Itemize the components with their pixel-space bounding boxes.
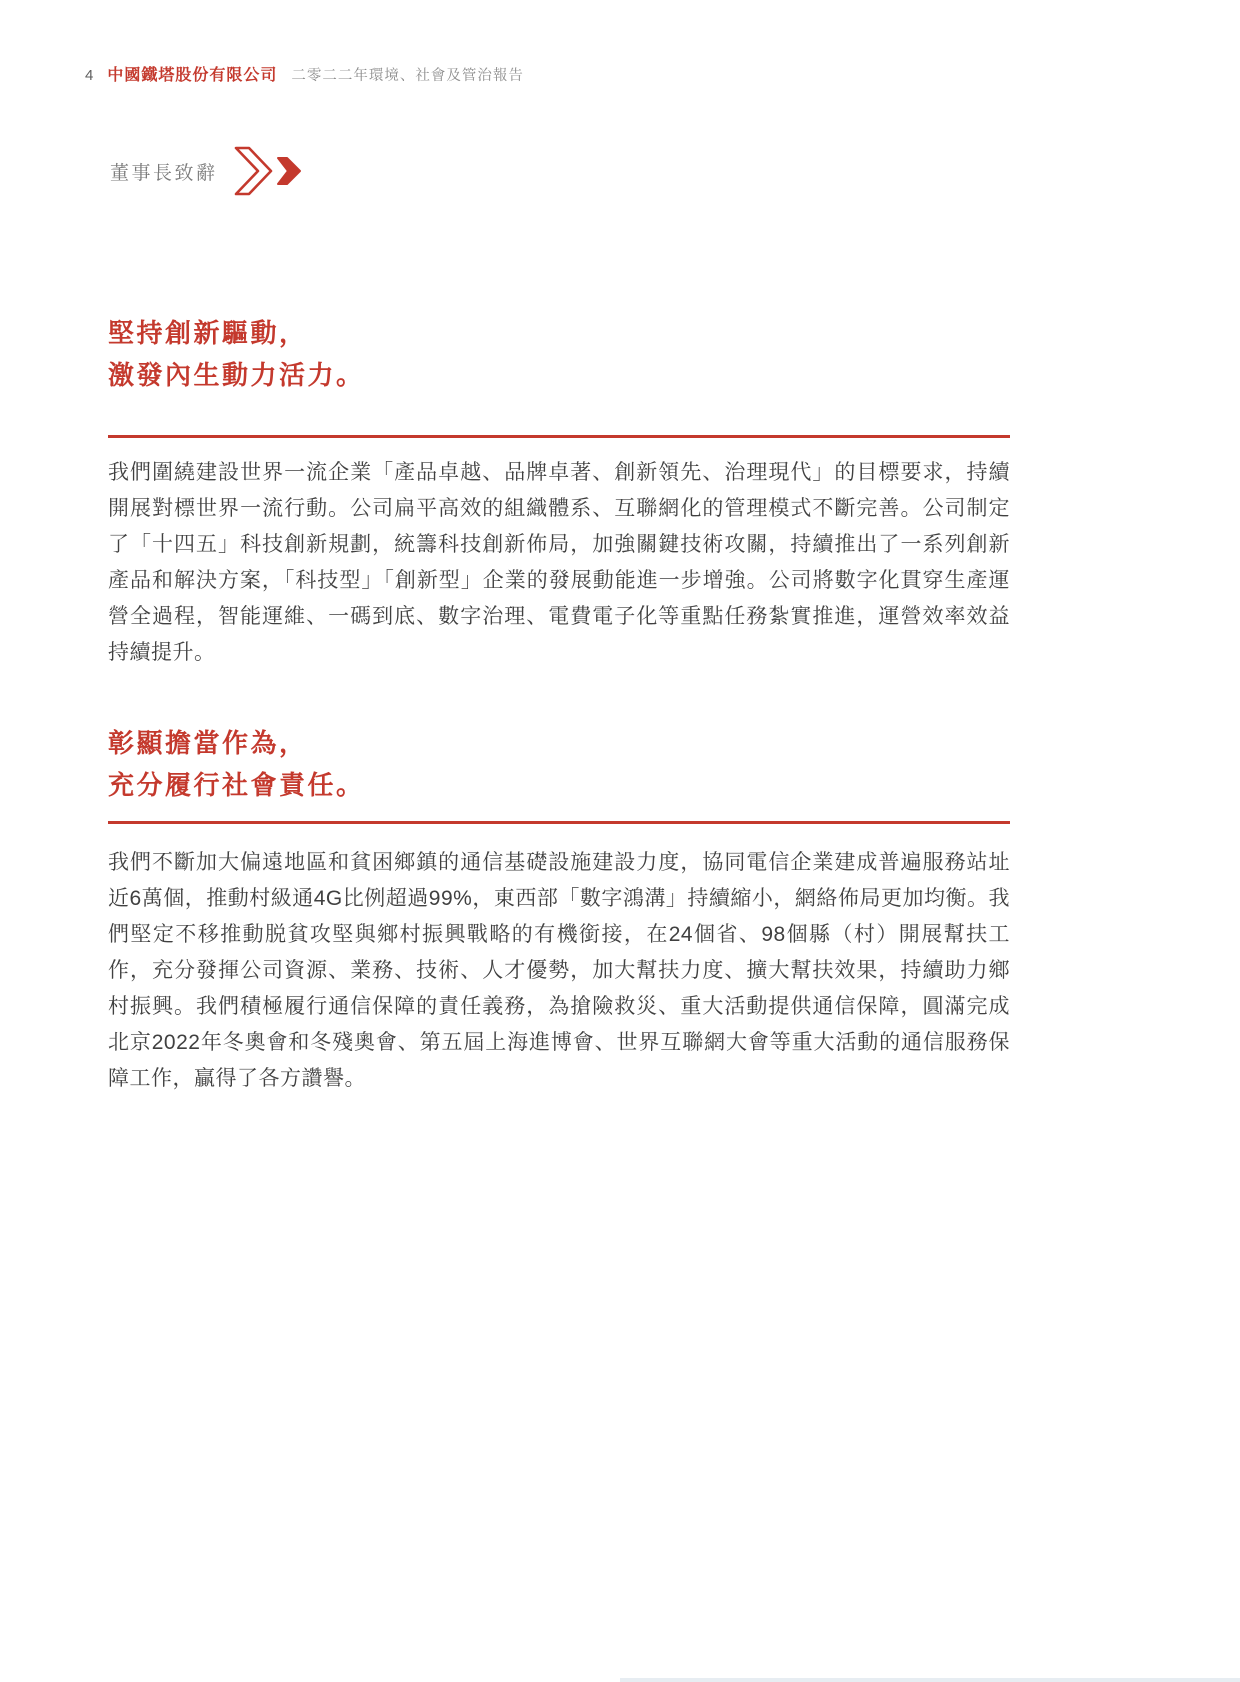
report-title: 二零二二年環境、社會及管治報告: [291, 68, 524, 84]
heading-line: 充分履行社會責任。: [108, 770, 365, 800]
double-chevron-right-icon: [234, 146, 306, 196]
running-header: [85, 62, 524, 85]
heading-line: 堅持創新驅動，: [108, 318, 308, 348]
heading-line: 激發內生動力活力。: [108, 360, 365, 390]
red-divider: [108, 435, 1010, 438]
company-name: 中國鐵塔股份有限公司: [107, 67, 278, 84]
section-heading-responsibility: [108, 722, 1010, 806]
section-heading-innovation: [108, 312, 1010, 396]
section-label-row: [110, 146, 306, 196]
section-body-responsibility: 我們不斷加大偏遠地區和貧困鄉鎮的通信基礎設施建設力度，協同電信企業建成普遍服務站址近6萬個，推動村級通4G比例超過99%，東西部「數字鴻溝」持續縮小，網絡佈局更加均衡。我們堅定不移推動脱貧攻堅與鄉村振興戰略的有機銜接，在24個省、98個縣（村）開展幫扶工作，充分發揮公司資源、業務、技術、人才優勢，加大幫扶力度、擴大幫扶效果，持續助力鄉村振興。我們積極履行通信保障的責任義務，為搶險救災、重大活動提供通信保障，圓滿完成北京2022年冬奧會和冬殘奧會、第五屆上海進博會、世界互聯網大會等重大活動的通信服務保障工作，贏得了各方讚譽。: [108, 851, 1010, 1090]
section-label: 董事長致辭: [110, 162, 218, 184]
section-body-innovation: 我們圍繞建設世界一流企業「產品卓越、品牌卓著、創新領先、治理現代」的目標要求，持續開展對標世界一流行動。公司扁平高效的組織體系、互聯網化的管理模式不斷完善。公司制定了「十四五」科技創新規劃，統籌科技創新佈局，加強關鍵技術攻關，持續推出了一系列創新產品和解決方案，「科技型」「創新型」企業的發展動能進一步增強。公司將數字化貫穿生產運營全過程，智能運維、一碼到底、數字治理、電費電子化等重點任務紮實推進，運營效率效益持續提升。: [108, 461, 1010, 664]
bottom-edge-strip: [620, 1678, 1240, 1682]
red-divider: [108, 821, 1010, 824]
page-number: 4: [85, 67, 94, 84]
heading-line: 彰顯擔當作為，: [108, 728, 308, 758]
